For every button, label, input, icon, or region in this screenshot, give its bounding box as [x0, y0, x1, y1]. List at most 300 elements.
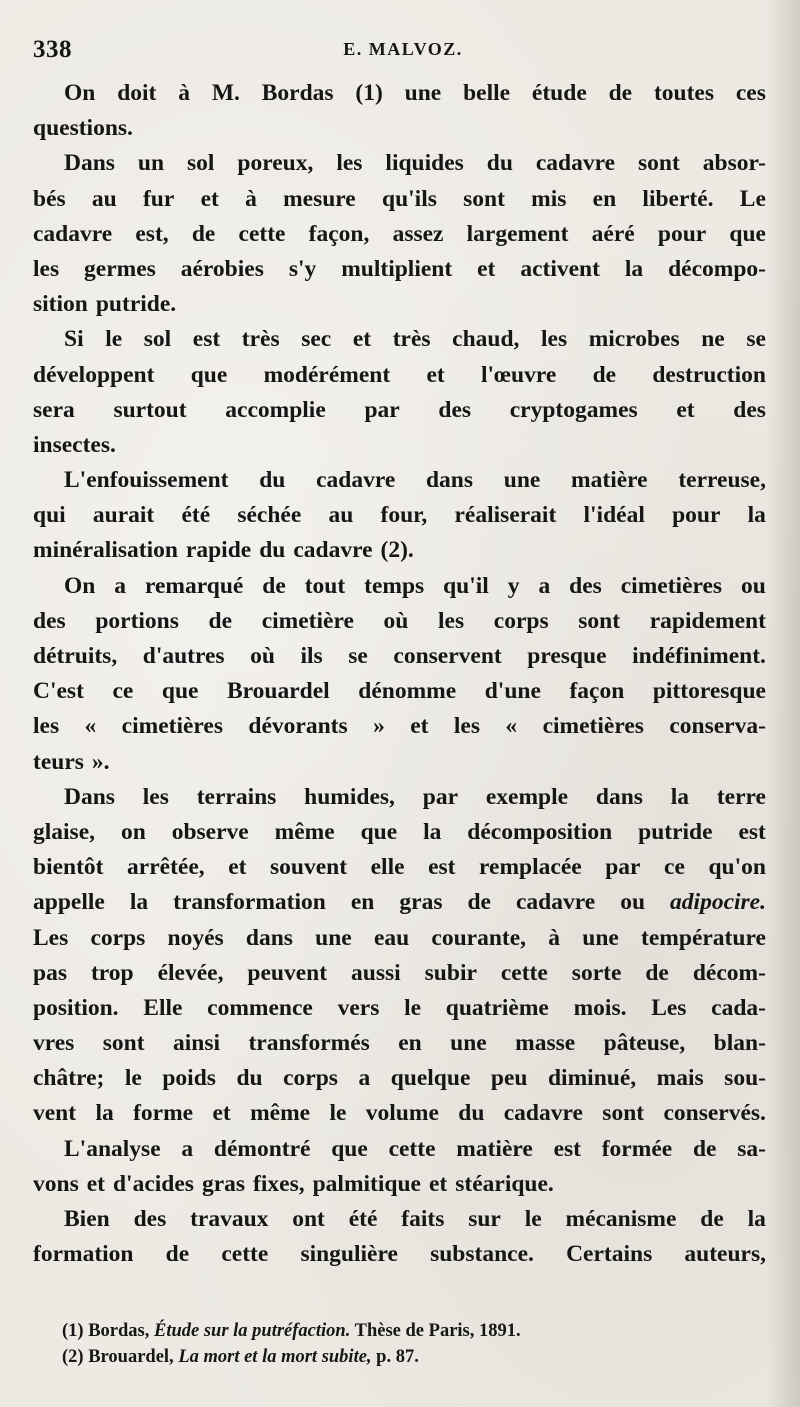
- word: position.: [33, 994, 119, 1021]
- word: et: [426, 361, 445, 388]
- word: elle: [370, 854, 405, 881]
- word: Dans: [64, 783, 115, 810]
- word: des: [133, 1206, 167, 1232]
- word: liberté.: [642, 185, 714, 212]
- word: conservent: [393, 643, 502, 669]
- word: le: [404, 994, 422, 1021]
- text-line: [33, 991, 766, 1026]
- text-line: [33, 815, 766, 850]
- word: s'y: [288, 255, 317, 282]
- word: quelque: [390, 1065, 471, 1092]
- word: doit: [117, 80, 157, 106]
- word: substance.: [430, 1241, 534, 1268]
- word: vers: [337, 994, 380, 1021]
- word: le: [329, 1100, 347, 1127]
- word: ne: [701, 326, 725, 353]
- word: où: [383, 607, 409, 634]
- word: sera: [33, 396, 75, 423]
- word: sont: [638, 150, 680, 177]
- word: de: [608, 80, 633, 106]
- word: dévorants: [248, 713, 348, 740]
- word: L'analyse: [64, 1135, 161, 1162]
- word: Bien: [64, 1206, 110, 1232]
- word: sou-: [724, 1065, 766, 1092]
- word: qu'ils: [382, 185, 437, 212]
- word: du: [458, 1100, 485, 1127]
- footnote-number: (1): [62, 1321, 84, 1341]
- footnote-2: [62, 1344, 762, 1370]
- word: pour: [672, 502, 721, 529]
- word: ce: [664, 854, 685, 881]
- word: élevée,: [157, 959, 224, 986]
- word: et: [86, 1170, 105, 1197]
- footnote-number: (2): [62, 1347, 84, 1367]
- word: de: [645, 959, 669, 986]
- word: une: [315, 924, 352, 951]
- word: aussi: [351, 959, 401, 986]
- text-line: [33, 533, 766, 568]
- text-line: [33, 252, 766, 287]
- word: que: [331, 1135, 368, 1162]
- word: d'acides: [112, 1170, 194, 1197]
- word: On: [64, 80, 96, 106]
- word: trop: [90, 959, 134, 986]
- word: peu: [490, 1065, 528, 1092]
- text-line: [33, 1096, 766, 1131]
- footnote-details: p. 87.: [376, 1347, 419, 1367]
- word: séchée: [237, 502, 302, 529]
- word: cette: [238, 220, 286, 247]
- word: une: [450, 1030, 487, 1057]
- word: et: [352, 326, 372, 353]
- page-number: 338: [33, 36, 72, 63]
- word: les: [336, 150, 363, 177]
- word: commence: [207, 994, 313, 1021]
- word: questions.: [33, 115, 133, 142]
- word: activent: [520, 255, 600, 282]
- word: Brouardel: [227, 678, 330, 705]
- word: appelle: [33, 889, 105, 916]
- word: poreux,: [237, 150, 314, 177]
- word: sol: [187, 150, 215, 177]
- word: ces: [735, 80, 766, 106]
- word: ce: [112, 678, 134, 705]
- word: sont: [463, 185, 505, 212]
- text-line: [33, 885, 766, 920]
- word: chaud,: [452, 326, 520, 353]
- word: cadavre: [316, 467, 396, 494]
- word: ainsi: [172, 1030, 221, 1057]
- word: germes: [84, 255, 156, 282]
- word: à: [245, 185, 257, 212]
- word: du: [259, 467, 286, 494]
- word: accomplie: [225, 396, 326, 423]
- word: la: [747, 502, 766, 529]
- word: d'une: [484, 678, 541, 705]
- word: noyés: [167, 924, 224, 951]
- text-line: [33, 76, 766, 111]
- word: du: [236, 1065, 263, 1092]
- word: putride.: [95, 291, 177, 318]
- word: formée: [601, 1135, 673, 1162]
- word: les: [142, 783, 169, 810]
- word: se: [746, 326, 766, 353]
- word: rapide: [185, 537, 252, 564]
- word: Le: [739, 185, 766, 212]
- word: en: [398, 1030, 422, 1057]
- word: masse: [515, 1030, 576, 1057]
- word: a: [114, 572, 127, 599]
- text-line: [33, 322, 766, 357]
- text-line: [33, 217, 766, 252]
- word: une: [582, 924, 619, 951]
- word: Si: [64, 326, 84, 353]
- word: multiplient: [341, 255, 453, 282]
- word: cadavre: [503, 1100, 583, 1127]
- word: de: [191, 220, 216, 247]
- word: décomposition: [467, 818, 613, 845]
- word: L'enfouissement: [64, 467, 229, 494]
- word: cette: [388, 1135, 436, 1162]
- word: par: [364, 396, 400, 423]
- word: des: [569, 572, 602, 599]
- word: quatrième: [445, 994, 549, 1021]
- word: ».: [91, 748, 110, 775]
- word: sition: [33, 291, 88, 318]
- word: et: [410, 713, 429, 740]
- text-line: [33, 569, 766, 604]
- word: »: [373, 713, 385, 740]
- word: d'autres: [142, 643, 225, 669]
- text-line: [33, 639, 766, 674]
- word: de: [208, 607, 233, 634]
- word: conserva-: [669, 713, 766, 740]
- word: microbes: [588, 326, 680, 353]
- word: mais: [656, 1065, 704, 1092]
- word: mesure: [283, 185, 356, 212]
- footnote-details: Thèse de Paris, 1891.: [354, 1321, 521, 1341]
- text-line: [33, 1167, 766, 1202]
- footnote-author: Brouardel,: [88, 1347, 174, 1367]
- word: que: [729, 220, 766, 247]
- footnote-title: Étude sur la putréfaction.: [154, 1321, 351, 1341]
- word: très: [392, 326, 431, 353]
- word: faits: [401, 1206, 445, 1232]
- word: peuvent: [247, 959, 328, 986]
- footnote-title: La mort et la mort subite,: [178, 1347, 372, 1367]
- word: de: [165, 1241, 190, 1268]
- word: une: [404, 80, 442, 106]
- word: stéarique.: [455, 1170, 554, 1197]
- word: décom-: [692, 959, 766, 986]
- word: façon,: [308, 220, 370, 247]
- word: indéfiniment.: [632, 643, 766, 669]
- word: On: [64, 572, 96, 599]
- word: remarqué: [144, 572, 244, 599]
- word: modérément: [263, 361, 391, 388]
- word: la: [129, 889, 149, 916]
- word: cimetières: [620, 572, 723, 599]
- word: aurait: [92, 502, 155, 529]
- text-line: [33, 1061, 766, 1096]
- word: matière: [571, 467, 648, 494]
- word: minéralisation: [33, 537, 178, 564]
- word: développent: [33, 361, 155, 388]
- word: portions: [95, 607, 179, 634]
- word: et: [428, 1170, 448, 1197]
- word: volume: [365, 1100, 439, 1127]
- running-head: E. MALVOZ.: [343, 39, 463, 59]
- word: corps: [283, 1065, 338, 1092]
- text-line: [33, 498, 766, 533]
- word: insectes.: [33, 431, 116, 458]
- word: mis: [531, 185, 567, 212]
- word: courante,: [431, 924, 527, 951]
- word: y: [507, 572, 520, 599]
- word: un: [137, 150, 165, 177]
- text-line: [33, 745, 766, 780]
- word: bés: [33, 185, 66, 212]
- word: ou: [741, 572, 766, 599]
- word: été: [348, 1206, 378, 1232]
- word: glaise,: [33, 818, 96, 845]
- word: adipocire.: [670, 889, 766, 916]
- word: est: [553, 1135, 581, 1162]
- word: des: [438, 396, 472, 423]
- word: la: [747, 1206, 766, 1232]
- word: conservés.: [663, 1100, 766, 1127]
- word: matière: [456, 1135, 533, 1162]
- word: la: [624, 255, 644, 282]
- word: sont: [102, 1030, 145, 1057]
- word: et: [200, 185, 219, 212]
- word: souvent: [270, 854, 348, 881]
- body-text: [33, 76, 766, 1272]
- word: des: [733, 396, 766, 423]
- word: en: [592, 185, 617, 212]
- word: Les: [33, 924, 69, 951]
- word: transformés: [248, 1030, 370, 1057]
- word: la: [423, 818, 442, 845]
- word: travaux: [190, 1206, 269, 1232]
- word: le: [524, 1206, 542, 1232]
- word: rapidement: [649, 607, 766, 634]
- word: corps: [90, 924, 146, 951]
- word: C'est: [33, 678, 84, 705]
- word: aéré: [591, 220, 635, 247]
- word: palmitique: [312, 1170, 421, 1197]
- word: châtre;: [33, 1065, 105, 1092]
- word: Les: [651, 994, 687, 1021]
- word: les: [453, 713, 480, 740]
- word: démontré: [213, 1135, 311, 1162]
- word: presque: [527, 643, 607, 669]
- text-line: [33, 1237, 766, 1272]
- page-header: [33, 36, 773, 66]
- word: auteurs,: [684, 1241, 766, 1268]
- word: sont: [602, 1100, 645, 1127]
- word: été: [181, 502, 211, 529]
- text-line: [33, 428, 766, 463]
- word: blan-: [713, 1030, 766, 1057]
- word: corps: [493, 607, 549, 634]
- word: cette: [500, 959, 548, 986]
- word: à: [178, 80, 190, 106]
- word: surtout: [113, 396, 187, 423]
- word: gras: [201, 1170, 246, 1197]
- text-line: [33, 674, 766, 709]
- word: est,: [135, 220, 169, 247]
- text-line: [33, 709, 766, 744]
- word: dans: [245, 924, 293, 951]
- word: a: [181, 1135, 194, 1162]
- text-line: [33, 1202, 766, 1237]
- word: largement: [466, 220, 569, 247]
- word: cadavre: [535, 150, 616, 177]
- word: très: [241, 326, 280, 353]
- word: ont: [292, 1206, 325, 1232]
- word: détruits,: [33, 643, 118, 669]
- word: de: [262, 572, 286, 599]
- word: le: [124, 1065, 142, 1092]
- word: du: [259, 537, 286, 564]
- word: pour: [657, 220, 707, 247]
- word: Certains: [566, 1241, 653, 1268]
- word: se: [348, 643, 368, 669]
- word: qu'on: [708, 854, 766, 881]
- word: réaliserait: [454, 502, 557, 529]
- text-line: [33, 921, 766, 956]
- word: «: [84, 713, 97, 740]
- word: cadavre: [293, 537, 373, 564]
- word: singulière: [300, 1241, 398, 1268]
- text-line: [33, 1026, 766, 1061]
- text-line: [33, 1132, 766, 1167]
- word: Bordas: [261, 80, 334, 106]
- word: des: [33, 607, 66, 634]
- word: l'idéal: [583, 502, 645, 529]
- word: tout: [304, 572, 346, 599]
- text-line: [33, 287, 766, 322]
- word: est: [192, 326, 221, 353]
- word: fur: [142, 185, 175, 212]
- word: fixes,: [253, 1170, 305, 1197]
- word: est: [428, 854, 456, 881]
- word: de: [467, 889, 491, 916]
- word: a: [538, 572, 551, 599]
- word: liquides: [385, 150, 464, 177]
- word: sa-: [737, 1135, 766, 1162]
- word: les: [541, 326, 568, 353]
- word: assez: [392, 220, 444, 247]
- footnote-1: [62, 1318, 762, 1344]
- word: par: [605, 854, 641, 881]
- word: eau: [373, 924, 410, 951]
- word: cette: [221, 1241, 269, 1268]
- word: dans: [425, 467, 474, 494]
- word: température: [641, 924, 766, 951]
- word: décompo-: [668, 255, 766, 282]
- word: les: [33, 713, 60, 740]
- text-line: [33, 780, 766, 815]
- word: on: [120, 818, 146, 845]
- word: terrains: [196, 783, 277, 810]
- text-line: [33, 146, 766, 181]
- word: M.: [211, 80, 240, 106]
- word: une: [503, 467, 541, 494]
- word: pas: [33, 959, 67, 986]
- word: qu'il: [443, 572, 489, 599]
- word: par: [422, 783, 458, 810]
- word: au: [91, 185, 117, 212]
- word: forme: [133, 1100, 194, 1127]
- word: diminué,: [547, 1065, 637, 1092]
- word: sec: [301, 326, 332, 353]
- word: (1): [355, 80, 383, 106]
- word: vres: [33, 1030, 75, 1057]
- text-line: [33, 182, 766, 217]
- word: cadavre: [33, 220, 113, 247]
- text-line: [33, 463, 766, 498]
- word: le: [105, 326, 123, 353]
- word: même: [274, 818, 335, 845]
- word: les: [438, 607, 465, 634]
- word: Dans: [64, 150, 115, 177]
- word: exemple: [485, 783, 569, 810]
- word: transformation: [173, 889, 326, 916]
- word: pâteuse,: [603, 1030, 686, 1057]
- word: et: [477, 255, 496, 282]
- word: ou: [620, 889, 646, 916]
- word: observe: [171, 818, 249, 845]
- word: cryptogames: [509, 396, 638, 423]
- word: cadavre: [516, 889, 596, 916]
- word: cimetière: [261, 607, 354, 634]
- word: vons: [33, 1170, 79, 1197]
- word: ils: [300, 643, 323, 669]
- word: mois.: [573, 994, 627, 1021]
- word: cada-: [711, 994, 766, 1021]
- word: vent: [33, 1100, 77, 1127]
- word: subir: [424, 959, 477, 986]
- text-line: [33, 358, 766, 393]
- word: absor-: [702, 150, 766, 177]
- footnotes: [62, 1318, 762, 1370]
- word: que: [360, 818, 398, 845]
- word: et: [228, 854, 247, 881]
- word: qui: [33, 502, 66, 529]
- word: dans: [595, 783, 643, 810]
- word: étude: [531, 80, 587, 106]
- word: aérobies: [180, 255, 264, 282]
- word: four,: [380, 502, 428, 529]
- word: «: [505, 713, 518, 740]
- word: gras: [399, 889, 443, 916]
- word: poids: [162, 1065, 216, 1092]
- text-line: [33, 393, 766, 428]
- word: de: [592, 361, 617, 388]
- word: en: [350, 889, 375, 916]
- word: humides,: [304, 783, 395, 810]
- word: terre: [716, 783, 766, 810]
- word: la: [670, 783, 690, 810]
- word: l'œuvre: [481, 361, 557, 388]
- word: dénomme: [358, 678, 457, 705]
- text-line: [33, 850, 766, 885]
- word: Elle: [143, 994, 183, 1021]
- page-edge-shadow: [766, 0, 800, 1407]
- word: sol: [143, 326, 172, 353]
